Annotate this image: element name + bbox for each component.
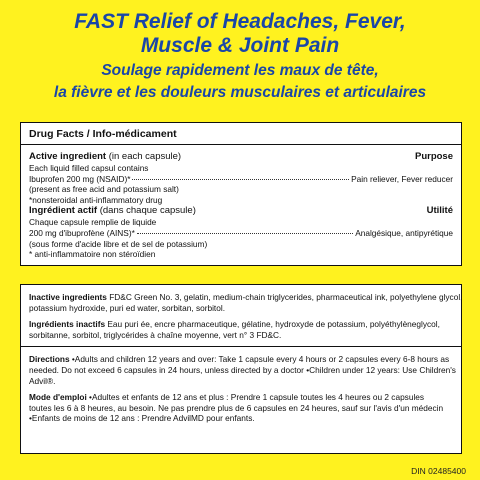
inactive-label-fr: Ingrédients inactifs [29,319,106,330]
fr-active-ingredient-label: Ingrédient actif [29,205,98,217]
inactive-text-en-2: potassium hydroxide, puri ed water, sorbitan, sorbitol. [29,302,225,313]
directions-text-en-1: •Adults and children 12 years and over: Take 1 capsule every 4 hours or 2 capsules every 6-8 hours as [69,354,450,365]
fr-ingredient-row [29,228,453,239]
en-purpose: Pain reliever, Fever reducer [351,173,453,184]
inactive-text-fr-1: Eau puri ée, encre pharmaceutique, gélatine, hydroxyde de potassium, polyéthylèneglycol, [105,319,440,330]
fr-purpose-label: Utilité [426,205,453,217]
directions-label-en: Directions [29,354,70,365]
english-title-line-2: Muscle & Joint Pain [140,34,340,57]
fr-capsule-line: Chaque capsule remplie de liquide [29,217,157,228]
active-ingredient-suffix: (in each capsule) [106,151,182,162]
directions-text-en-2: needed. Do not exceed 6 capsules in 24 hours, unless directed by a doctor •Children under 12 years: Use Children's [29,364,456,375]
en-capsule-line: Each liquid filled capsul contains [29,163,149,173]
en-ingredient: Ibuprofen 200 mg (NSAID)* [29,173,131,184]
headline [0,10,480,102]
din-number: DIN 02485400 [411,466,466,476]
fr-active-ingredient-suffix: (dans chaque capsule) [97,205,196,217]
directions-text-fr-2: toutes les 6 à 8 heures, au besoin. Ne pas prendre plus de 6 capsules en 24 heures, sauf sur l'avis d'un médecin [29,402,444,413]
active-ingredient-label: Active ingredient [29,151,107,162]
en-ingredient-row [29,174,453,185]
inactive-label-en: Inactive ingredients [29,292,107,302]
french-title-line-1: Soulage rapidement les maux de tête, [101,62,379,79]
drug-facts-panel [20,122,462,266]
active-ingredient-heading [29,151,453,163]
inactive-text-fr-2: sorbitanne, sorbitol, triglycérides à chaîne moyenne, vert n° 3 FD&C. [29,329,282,340]
fr-active-ingredient-heading [29,205,453,217]
ingredients-directions-panel [20,284,462,454]
english-title-line-1: FAST Relief of Headaches, Fever, [74,10,406,33]
dot-leader [137,233,353,234]
dot-leader [132,179,349,180]
inactive-ingredients-en [29,292,463,313]
en-salt-line: (present as free acid and potassium salt) [29,184,179,195]
drug-facts-header: Drug Facts / Info-médicament [21,127,461,145]
inactive-text-en-1: FD&C Green No. 3, gelatin, medium-chain triglycerides, pharmaceutical ink, polyethylene glycol, [106,292,463,302]
directions-label-fr: Mode d'emploi [29,392,87,403]
section-divider [21,346,461,347]
directions-text-fr-1: •Adultes et enfants de 12 ans et plus : Prendre 1 capsule toutes les 4 heures ou 2 capsules [86,392,425,403]
fr-footnote: * anti-inflammatoire non stéroïdien [29,249,156,260]
directions-text-fr-3: •Enfants de moins de 12 ans : Prendre AdvilMD pour enfants. [29,413,255,424]
directions-en [29,354,456,386]
fr-salt-line: (sous forme d'acide libre et de sel de potassium) [29,238,208,249]
french-title-line-2: la fièvre et les douleurs musculaires et articulaires [53,84,427,101]
directions-text-en-3: Advil®. [29,375,56,386]
inactive-ingredients-fr [29,319,453,340]
purpose-label: Purpose [414,151,453,162]
fr-purpose: Analgésique, antipyrétique [355,227,453,238]
directions-fr [29,392,453,424]
fr-ingredient: 200 mg d'ibuprofène (AINS)* [29,227,135,238]
en-footnote: *nonsteroidal anti-inflammatory drug [29,194,163,205]
